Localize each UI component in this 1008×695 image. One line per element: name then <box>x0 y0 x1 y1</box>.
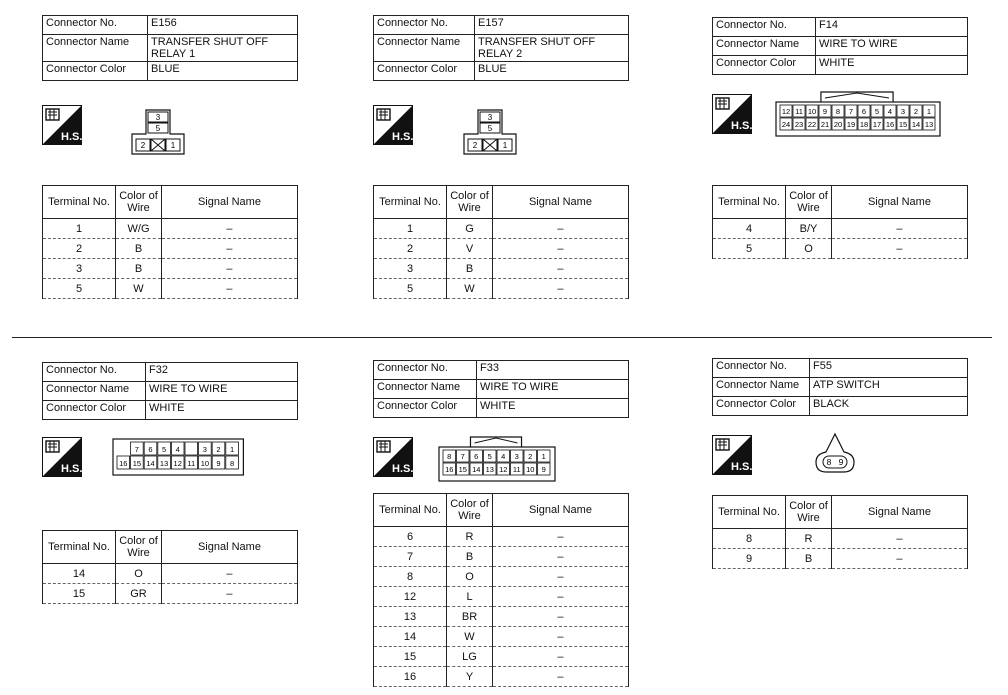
header-signal-name: Signal Name <box>161 531 297 564</box>
signal-name-cell: – <box>492 259 628 279</box>
header-terminal-no: Terminal No. <box>713 496 786 529</box>
pin-label: 7 <box>848 107 854 116</box>
connector-name-row <box>374 35 629 62</box>
signal-name-cell: – <box>161 279 297 299</box>
connector-no-row <box>713 18 968 37</box>
terminal-no-cell: 12 <box>374 587 447 607</box>
connector-no-label: Connector No. <box>713 18 816 37</box>
f14-connector-face <box>775 90 941 138</box>
hs-icon <box>712 435 752 475</box>
connector-name-label: Connector Name <box>43 35 148 62</box>
pin-label: 10 <box>807 107 817 116</box>
signal-name-cell: – <box>161 259 297 279</box>
header-color-of-wire: Color of Wire <box>786 496 832 529</box>
connector-color-row <box>374 399 629 418</box>
wire-color-cell: BR <box>447 607 493 627</box>
f32-terminal-table <box>42 530 298 604</box>
terminal-no-cell: 14 <box>43 564 116 584</box>
terminal-no-cell: 4 <box>713 219 786 239</box>
hs-icon <box>42 105 82 145</box>
table-header-row <box>374 494 629 527</box>
signal-name-cell: – <box>492 239 628 259</box>
pin-label: 14 <box>472 465 481 474</box>
pin-label: 1 <box>502 141 508 150</box>
signal-name-cell: – <box>492 607 628 627</box>
terminal-no-cell: 8 <box>374 567 447 587</box>
connector-no-row <box>713 359 968 378</box>
table-row <box>43 279 298 299</box>
pin-label: 12 <box>781 107 791 116</box>
signal-name-cell: – <box>831 549 967 569</box>
header-signal-name: Signal Name <box>831 186 967 219</box>
connector-name-row <box>43 382 298 401</box>
pin-label: 3 <box>900 107 906 116</box>
pin-label: 12 <box>499 465 508 474</box>
table-row <box>374 527 629 547</box>
pin-label: 1 <box>926 107 932 116</box>
wire-color-cell: O <box>447 567 493 587</box>
connector-name-value: WIRE TO WIRE <box>477 380 629 399</box>
f33-connector-face <box>438 435 556 483</box>
pin-label: 15 <box>458 465 467 474</box>
connector-color-value: WHITE <box>816 56 968 75</box>
wire-color-cell: B <box>447 259 493 279</box>
pin-label: 1 <box>541 452 546 461</box>
pin-label: 15 <box>132 458 142 468</box>
pin-label: 6 <box>861 107 867 116</box>
pin-label: 2 <box>472 141 478 150</box>
pin-label: 16 <box>119 458 128 468</box>
pin-label: 11 <box>795 107 803 116</box>
wire-color-cell: GR <box>116 584 162 604</box>
table-header-row <box>713 186 968 219</box>
connector-name-label: Connector Name <box>713 37 816 56</box>
terminal-no-cell: 3 <box>43 259 116 279</box>
connector-color-value: WHITE <box>477 399 629 418</box>
connector-color-label: Connector Color <box>374 399 477 418</box>
pin-label: 8 <box>230 458 235 468</box>
pin-label: 5 <box>487 124 493 133</box>
table-row <box>374 607 629 627</box>
header-terminal-no: Terminal No. <box>713 186 786 219</box>
f33-terminal-table <box>373 493 629 687</box>
f33-info-table <box>373 360 629 418</box>
signal-name-cell: – <box>831 239 967 259</box>
hs-label: H.S. <box>392 463 413 475</box>
pin-label: 13 <box>924 120 934 129</box>
signal-name-cell: – <box>831 529 967 549</box>
pin-label: 6 <box>148 445 153 455</box>
pin-label: 3 <box>155 113 161 122</box>
pin-label: 9 <box>838 457 844 467</box>
connector-color-row <box>43 401 298 420</box>
pin-label: 10 <box>526 465 535 474</box>
connector-name-label: Connector Name <box>374 35 475 62</box>
pin-label: 1 <box>170 141 176 150</box>
pin-label: 22 <box>807 120 817 129</box>
table-row <box>43 219 298 239</box>
header-signal-name: Signal Name <box>161 186 297 219</box>
wire-color-cell: B <box>447 547 493 567</box>
connector-no-value: F14 <box>816 18 968 37</box>
e156-connector-face <box>130 108 186 156</box>
wire-color-cell: L <box>447 587 493 607</box>
table-header-row <box>713 496 968 529</box>
e156-info-table <box>42 15 298 81</box>
header-signal-name: Signal Name <box>831 496 967 529</box>
hs-label: H.S. <box>61 463 82 475</box>
table-row <box>374 667 629 687</box>
terminal-no-cell: 3 <box>374 259 447 279</box>
pin-label: 2 <box>528 452 533 461</box>
wire-color-cell: B <box>786 549 832 569</box>
table-row <box>374 587 629 607</box>
connector-no-row <box>374 361 629 380</box>
wire-color-cell: O <box>786 239 832 259</box>
connector-name-value: WIRE TO WIRE <box>146 382 298 401</box>
terminal-no-cell: 1 <box>374 219 447 239</box>
wire-color-cell: W/G <box>116 219 162 239</box>
pin-label: 6 <box>474 452 479 461</box>
connector-color-label: Connector Color <box>43 401 146 420</box>
e157-connector-face <box>462 108 518 156</box>
header-signal-name: Signal Name <box>492 186 628 219</box>
f32-info-table <box>42 362 298 420</box>
header-color-of-wire: Color of Wire <box>447 186 493 219</box>
terminal-no-cell: 9 <box>713 549 786 569</box>
connector-color-label: Connector Color <box>43 62 148 81</box>
pin-label: 4 <box>501 452 506 461</box>
pin-label: 21 <box>820 120 830 129</box>
pin-label: 3 <box>202 445 207 455</box>
header-terminal-no: Terminal No. <box>43 186 116 219</box>
connector-name-label: Connector Name <box>713 378 810 397</box>
f55-info-table <box>712 358 968 416</box>
table-row <box>374 219 629 239</box>
pin-label: 19 <box>846 120 856 129</box>
connector-no-row <box>374 16 629 35</box>
pin-label: 15 <box>898 120 908 129</box>
terminal-no-cell: 5 <box>43 279 116 299</box>
terminal-no-cell: 15 <box>374 647 447 667</box>
connector-no-value: F32 <box>146 363 298 382</box>
table-header-row <box>43 531 298 564</box>
hs-icon <box>373 437 413 477</box>
connector-name-row <box>374 380 629 399</box>
connector-name-row <box>713 37 968 56</box>
pin-label: 2 <box>140 141 146 150</box>
pin-label: 16 <box>445 465 454 474</box>
pin-label: 13 <box>159 458 169 468</box>
connector-color-label: Connector Color <box>713 397 810 416</box>
pin-label: 18 <box>859 120 869 129</box>
signal-name-cell: – <box>492 567 628 587</box>
connector-no-row <box>43 16 298 35</box>
terminal-no-cell: 7 <box>374 547 447 567</box>
table-row <box>713 239 968 259</box>
pin-label: 8 <box>835 107 841 116</box>
table-row <box>374 567 629 587</box>
pin-label: 5 <box>874 107 880 116</box>
connector-no-label: Connector No. <box>374 16 475 35</box>
signal-name-cell: – <box>161 564 297 584</box>
connector-color-label: Connector Color <box>713 56 816 75</box>
hs-label: H.S. <box>731 120 752 132</box>
connector-color-row <box>713 56 968 75</box>
table-header-row <box>43 186 298 219</box>
connector-name-row <box>43 35 298 62</box>
terminal-no-cell: 14 <box>374 627 447 647</box>
header-terminal-no: Terminal No. <box>374 494 447 527</box>
table-row <box>713 219 968 239</box>
connector-color-value: BLUE <box>475 62 629 81</box>
signal-name-cell: – <box>492 587 628 607</box>
wire-color-cell: LG <box>447 647 493 667</box>
header-color-of-wire: Color of Wire <box>447 494 493 527</box>
wire-color-cell: O <box>116 564 162 584</box>
connector-no-label: Connector No. <box>374 361 477 380</box>
pin-label: 5 <box>162 445 167 455</box>
signal-name-cell: – <box>492 547 628 567</box>
wire-color-cell: R <box>786 529 832 549</box>
connector-no-label: Connector No. <box>43 363 146 382</box>
section-divider <box>12 337 992 338</box>
pin-label: 23 <box>794 120 804 129</box>
e157-terminal-table <box>373 185 629 299</box>
pin-label: 8 <box>826 457 832 467</box>
terminal-no-cell: 2 <box>374 239 447 259</box>
e156-terminal-table <box>42 185 298 299</box>
table-row <box>374 259 629 279</box>
header-terminal-no: Terminal No. <box>43 531 116 564</box>
signal-name-cell: – <box>831 219 967 239</box>
header-signal-name: Signal Name <box>492 494 628 527</box>
pin-label: 1 <box>230 445 235 455</box>
pin-label: 14 <box>911 120 921 129</box>
connector-name-value: ATP SWITCH <box>810 378 968 397</box>
pin-label: 7 <box>460 452 465 461</box>
pin-label: 2 <box>913 107 919 116</box>
pin-label: 11 <box>512 465 521 474</box>
header-color-of-wire: Color of Wire <box>786 186 832 219</box>
table-row <box>713 549 968 569</box>
wire-color-cell: W <box>447 279 493 299</box>
pin-label: 9 <box>216 458 221 468</box>
connector-color-label: Connector Color <box>374 62 475 81</box>
connector-name-value: WIRE TO WIRE <box>816 37 968 56</box>
connector-no-row <box>43 363 298 382</box>
table-row <box>43 564 298 584</box>
table-row <box>43 239 298 259</box>
pin-label: 2 <box>216 445 221 455</box>
signal-name-cell: – <box>492 219 628 239</box>
pin-label: 3 <box>487 113 493 122</box>
table-row <box>374 647 629 667</box>
pin-label: 20 <box>833 120 843 129</box>
header-color-of-wire: Color of Wire <box>116 186 162 219</box>
connector-name-value: TRANSFER SHUT OFF RELAY 1 <box>148 35 298 62</box>
wire-color-cell: B <box>116 239 162 259</box>
connector-no-label: Connector No. <box>43 16 148 35</box>
wire-color-cell: B <box>116 259 162 279</box>
connector-no-value: F33 <box>477 361 629 380</box>
signal-name-cell: – <box>492 647 628 667</box>
signal-name-cell: – <box>492 527 628 547</box>
table-row <box>374 239 629 259</box>
pin-label: 4 <box>175 445 180 455</box>
connector-color-row <box>713 397 968 416</box>
pin-label: 11 <box>187 458 196 468</box>
hs-icon <box>373 105 413 145</box>
header-terminal-no: Terminal No. <box>374 186 447 219</box>
pin-label: 16 <box>885 120 895 129</box>
pin-label: 14 <box>146 458 155 468</box>
wire-color-cell: Y <box>447 667 493 687</box>
pin-label: 9 <box>541 465 546 474</box>
hs-label: H.S. <box>61 131 82 143</box>
table-row <box>374 627 629 647</box>
table-row <box>43 259 298 279</box>
terminal-no-cell: 8 <box>713 529 786 549</box>
pin-label: 5 <box>155 124 161 133</box>
terminal-no-cell: 5 <box>374 279 447 299</box>
table-row <box>43 584 298 604</box>
pin-label: 9 <box>822 107 828 116</box>
wire-color-cell: G <box>447 219 493 239</box>
table-header-row <box>374 186 629 219</box>
connector-color-value: WHITE <box>146 401 298 420</box>
terminal-no-cell: 5 <box>713 239 786 259</box>
pin-label: 17 <box>872 120 882 129</box>
header-color-of-wire: Color of Wire <box>116 531 162 564</box>
connector-no-label: Connector No. <box>713 359 810 378</box>
pin-label: 12 <box>173 458 182 468</box>
connector-color-row <box>374 62 629 81</box>
pin-label: 8 <box>447 452 452 461</box>
e157-info-table <box>373 15 629 81</box>
connector-name-label: Connector Name <box>374 380 477 399</box>
pin-label: 4 <box>887 107 893 116</box>
connector-color-value: BLUE <box>148 62 298 81</box>
wire-color-cell: B/Y <box>786 219 832 239</box>
signal-name-cell: – <box>161 239 297 259</box>
wire-color-cell: V <box>447 239 493 259</box>
hs-icon <box>712 94 752 134</box>
f55-connector-face <box>812 432 858 474</box>
connector-no-value: F55 <box>810 359 968 378</box>
f32-connector-face <box>112 438 244 477</box>
f14-info-table <box>712 17 968 75</box>
hs-label: H.S. <box>731 461 752 473</box>
terminal-no-cell: 6 <box>374 527 447 547</box>
pin-label: 5 <box>487 452 492 461</box>
pin-label: 24 <box>781 120 791 129</box>
signal-name-cell: – <box>492 667 628 687</box>
terminal-no-cell: 1 <box>43 219 116 239</box>
hs-icon <box>42 437 82 477</box>
wire-color-cell: W <box>447 627 493 647</box>
signal-name-cell: – <box>161 584 297 604</box>
hs-label: H.S. <box>392 131 413 143</box>
pin-label: 3 <box>514 452 519 461</box>
terminal-no-cell: 16 <box>374 667 447 687</box>
connector-no-value: E157 <box>475 16 629 35</box>
connector-no-value: E156 <box>148 16 298 35</box>
connector-name-label: Connector Name <box>43 382 146 401</box>
wire-color-cell: W <box>116 279 162 299</box>
terminal-no-cell: 15 <box>43 584 116 604</box>
f55-terminal-table <box>712 495 968 569</box>
terminal-no-cell: 2 <box>43 239 116 259</box>
table-row <box>713 529 968 549</box>
f14-terminal-table <box>712 185 968 259</box>
connector-color-value: BLACK <box>810 397 968 416</box>
signal-name-cell: – <box>492 627 628 647</box>
pin-label: 10 <box>200 458 210 468</box>
signal-name-cell: – <box>492 279 628 299</box>
wire-color-cell: R <box>447 527 493 547</box>
terminal-no-cell: 13 <box>374 607 447 627</box>
signal-name-cell: – <box>161 219 297 239</box>
connector-color-row <box>43 62 298 81</box>
connector-name-row <box>713 378 968 397</box>
table-row <box>374 547 629 567</box>
connector-name-value: TRANSFER SHUT OFF RELAY 2 <box>475 35 629 62</box>
pin-label: 7 <box>134 445 139 455</box>
pin-label: 13 <box>485 465 494 474</box>
table-row <box>374 279 629 299</box>
